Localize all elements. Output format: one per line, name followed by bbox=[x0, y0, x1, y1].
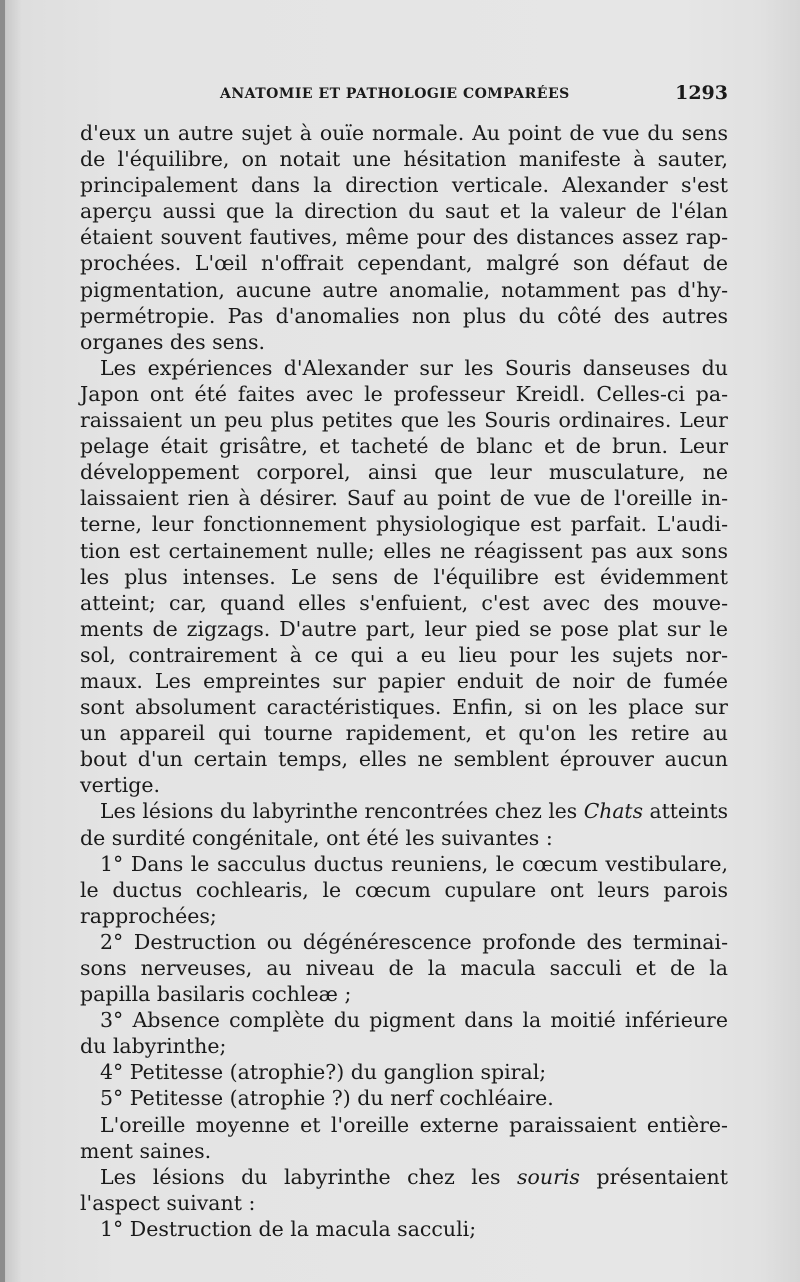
text-segment: présentaient bbox=[579, 1164, 728, 1189]
text-line: 1° Dans le sacculus ductus reuniens, le cœcum vestibulare, bbox=[100, 851, 728, 876]
body-text bbox=[80, 120, 728, 1242]
text-line: pelage était grisâtre, et tacheté de blanc et de brun. Leur bbox=[80, 434, 728, 459]
text-line: laissaient rien à désirer. Sauf au point de vue de l'oreille in- bbox=[80, 486, 728, 511]
text-line: prochées. L'œil n'offrait cependant, malgré son défaut de bbox=[80, 251, 728, 276]
text-line: pigmentation, aucune autre anomalie, notamment pas d'hy- bbox=[80, 277, 728, 302]
text-line: un appareil qui tourne rapidement, et qu'on les retire au bbox=[80, 721, 728, 746]
text-line: sol, contrairement à ce qui a eu lieu pour les sujets nor- bbox=[80, 642, 728, 667]
text-segment: Les lésions du labyrinthe rencontrées chez les bbox=[100, 799, 584, 824]
text-line bbox=[80, 798, 728, 824]
text-line: sons nerveuses, au niveau de la macula sacculi et de la bbox=[80, 956, 728, 980]
text-segment: atteints bbox=[642, 799, 729, 824]
text-line: ment saines. bbox=[80, 1138, 212, 1163]
text-line: tion est certainement nulle; elles ne réagissent pas aux sons bbox=[80, 538, 728, 563]
text-line: rapprochées; bbox=[80, 903, 217, 928]
text-segment: Les lésions du labyrinthe chez les bbox=[100, 1164, 518, 1189]
text-line: Japon ont été faites avec le professeur Kreidl. Celles-ci pa- bbox=[80, 381, 728, 406]
text-line: ments de zigzags. D'autre part, leur pied se pose plat sur le bbox=[80, 616, 728, 641]
text-line: 3° Absence complète du pigment dans la moitié inférieure bbox=[100, 1008, 728, 1033]
text-line: maux. Les empreintes sur papier enduit de noir de fumée bbox=[80, 668, 728, 693]
text-line: de l'équilibre, on notait une hésitation manifeste à sauter, bbox=[80, 147, 728, 172]
text-line: atteint; car, quand elles s'enfuient, c'est avec des mouve- bbox=[80, 590, 728, 615]
text-line: l'aspect suivant : bbox=[80, 1190, 256, 1215]
text-line: du labyrinthe; bbox=[80, 1034, 227, 1059]
text-line: L'oreille moyenne et l'oreille externe paraissaient entière- bbox=[100, 1112, 728, 1137]
text-line: terne, leur fonctionnement physiologique est parfait. L'audi- bbox=[80, 512, 728, 537]
text-line: sont absolument caractéristiques. Enfin, si on les place sur bbox=[80, 695, 728, 720]
text-line: le ductus cochlearis, le cœcum cupulare ont leurs parois bbox=[80, 877, 728, 902]
text-line: de surdité congénitale, ont été les suivantes : bbox=[80, 825, 553, 850]
page-gutter-shadow bbox=[0, 0, 5, 1282]
text-line: raissaient un peu plus petites que les Souris ordinaires. Leur bbox=[80, 408, 728, 433]
page-header bbox=[80, 82, 728, 110]
text-line: organes des sens. bbox=[80, 329, 266, 354]
text-line: 2° Destruction ou dégénérescence profonde des terminai- bbox=[100, 929, 728, 954]
italic-term: souris bbox=[517, 1164, 580, 1189]
text-line: d'eux un autre sujet à ouïe normale. Au point de vue du sens bbox=[80, 121, 728, 145]
text-line: 4° Petitesse (atrophie?) du ganglion spiral; bbox=[100, 1060, 547, 1085]
italic-term: Chats bbox=[583, 799, 643, 824]
text-line: développement corporel, ainsi que leur musculature, ne bbox=[80, 460, 728, 485]
text-line: vertige. bbox=[80, 773, 161, 798]
text-line: 5° Petitesse (atrophie ?) du nerf cochléaire. bbox=[100, 1086, 554, 1111]
text-line: étaient souvent fautives, même pour des distances assez rap- bbox=[80, 225, 728, 250]
text-line: aperçu aussi que la direction du saut et la valeur de l'élan bbox=[80, 199, 728, 224]
text-line: permétropie. Pas d'anomalies non plus du côté des autres bbox=[80, 303, 728, 328]
text-line bbox=[80, 1164, 728, 1190]
text-line: bout d'un certain temps, elles ne semblent éprouver aucun bbox=[80, 747, 728, 772]
text-line: les plus intenses. Le sens de l'équilibre est évidemment bbox=[80, 564, 728, 589]
text-line: papilla basilaris cochleæ ; bbox=[80, 982, 352, 1007]
text-line: principalement dans la direction verticale. Alexander s'est bbox=[80, 173, 728, 198]
page-number: 1293 bbox=[675, 82, 728, 104]
running-title: ANATOMIE ET PATHOLOGIE COMPARÉES bbox=[220, 86, 570, 102]
text-line: Les expériences d'Alexander sur les Souris danseuses du bbox=[100, 355, 728, 380]
text-line: 1° Destruction de la macula sacculi; bbox=[100, 1216, 477, 1241]
